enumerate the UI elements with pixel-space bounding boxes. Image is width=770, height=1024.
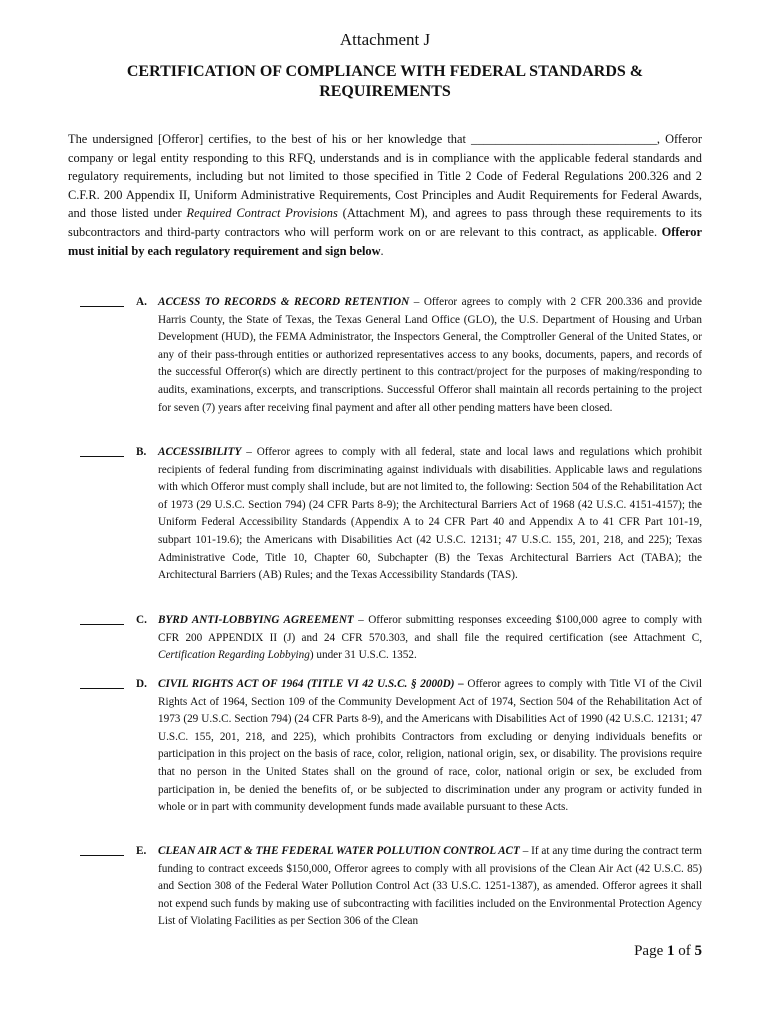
item-text: – If at any time during the contract term funding to contract exceeds $150,000, Offeror agrees to comply with all provisions of the Clean Air Act (42 U.S.C. 85) and Section 308 of the Federal Water Pollution Control Act (33 U.S.C. 1251-1387), as amended. Offeror agrees it shall not expend such funds by making use of subcontracting with facilities included on the Environmental Protection Agency List of Violating Facilities as per Section 306 of the Clean xyxy=(158,845,702,928)
page-total: 5 xyxy=(694,943,702,959)
item-letter: A. xyxy=(136,296,147,308)
item-heading: ACCESSIBILITY xyxy=(158,446,242,458)
item-italic: Certification Regarding Lobbying xyxy=(158,649,310,662)
item-letter: E. xyxy=(136,845,147,857)
document-title xyxy=(70,62,700,102)
intro-italic: Required Contract Provisions xyxy=(186,206,338,221)
page-label: Page xyxy=(634,943,667,959)
initial-line-c[interactable] xyxy=(80,624,124,625)
item-heading: BYRD ANTI-LOBBYING AGREEMENT xyxy=(158,614,354,626)
item-body xyxy=(158,294,702,417)
page-number xyxy=(634,943,702,960)
title-line-1: CERTIFICATION OF COMPLIANCE WITH FEDERAL STANDARDS & xyxy=(126,63,644,80)
item-text: Offeror agrees to comply with Title VI of the Civil Rights Act of 1964, Section 109 of the Community Development Act of 1974, Section 504 of the Rehabilitation Act of 1973 (29 U.S.C. Section 794) (24 CFR Parts 8-9), and the Americans with Disabilities Act of 1990 (42 U.S.C. 12131; 47 U.S.C. 155, 201, 218, and 225), which prohibits Contractors from excluding or denying individuals benefits or participation in this project on the basis of race, color, religion, national origin, sex, or disability. The provisions require that no person in the United States shall on the ground of race, color, national origin or sex, be excluded from participation in, be denied the benefits of, or be subjected to discrimination under any program or activity funded in whole or in part with community development funds made available pursuant to these Acts. xyxy=(158,678,702,814)
item-text: – Offeror submitting responses exceeding $100,000 agree to comply with CFR 200 APPENDIX II (J) and 24 CFR 570.303, and shall file the required certification (see Attachment C, xyxy=(158,614,702,644)
intro-paragraph xyxy=(68,130,702,260)
item-letter: B. xyxy=(136,446,147,458)
intro-end: . xyxy=(380,243,384,258)
initial-line-e[interactable] xyxy=(80,855,124,856)
item-letter: D. xyxy=(136,678,147,690)
item-text-2: ) under 31 U.S.C. 1352. xyxy=(309,649,417,662)
item-body xyxy=(158,843,702,931)
item-text: – Offeror agrees to comply with 2 CFR 200.336 and provide Harris County, the State of Texas, the Texas General Land Office (GLO), the U.S. Department of Housing and Urban Development (HUD), the FEMA Administrator, the Inspectors General, the Comptroller General of the United States, or any of their pass-through entities or authorized representatives access to any books, documents, papers, and records of the successful Offeror(s) which are directly pertinent to this contract/project for the purposes of making/responding to audits, examinations, excerpts, and transcriptions. Successful Offeror shall maintain all records pertaining to the project for seven (7) years after receiving final payment and after all other pending matters have been closed. xyxy=(158,296,702,414)
initial-line-d[interactable] xyxy=(80,688,124,689)
page-of-label: of xyxy=(674,943,695,959)
item-text: – Offeror agrees to comply with all federal, state and local laws and regulations which prohibit recipients of federal funding from discriminating against individuals with disabilities. Applicable laws and regulations with which Offeror must comply shall include, but are not limited to, the following: Section 504 of the Rehabilitation Act of 1973 (29 U.S.C. Section 794) (24 CFR Parts 8-9); the Architectural Barriers Act of 1968 (42 U.S.C. 4151-4157); the Uniform Federal Accessibility Standards (Appendix A to 24 CFR Part 40 and Appendix A to 41 CFR Part 101-19, subpart 101-19.6); the Americans with Disabilities Act (42 U.S.C. 12131; 47 U.S.C. 155, 201, 218, and 225); Texas Administrative Code, Title 10, Chapter 60, Subchapter (B) the Texas Architectural Barriers Act (TABA); the Architectural Barriers (AB) Rules; and the Texas Accessibility Standards (TAS). xyxy=(158,446,702,582)
title-line-2: REQUIREMENTS xyxy=(319,83,451,100)
attachment-label: Attachment J xyxy=(339,30,431,49)
item-heading: ACCESS TO RECORDS & RECORD RETENTION xyxy=(158,296,410,308)
item-heading: CLEAN AIR ACT & THE FEDERAL WATER POLLUTION CONTROL ACT xyxy=(158,845,520,857)
item-letter: C. xyxy=(136,614,147,626)
intro-text-2: (Attachment M), and agrees to pass through these requirements to its subcontractors and third-party contractors who will perform work on or are relevant to this contract, as applicable. xyxy=(68,206,702,239)
initial-line-b[interactable] xyxy=(80,456,124,457)
item-body xyxy=(158,676,702,817)
initial-line-a[interactable] xyxy=(80,306,124,307)
page-current: 1 xyxy=(667,943,675,959)
item-body xyxy=(158,444,702,585)
item-body xyxy=(158,612,702,665)
intro-instruction: Offeror must initial by each regulatory requirement and sign below xyxy=(68,224,702,258)
intro-text: The undersigned [Offeror] certifies, to the best of his or her knowledge that ______________________________, Offeror company or legal entity responding to this RFQ, understands and is in compliance with the applicable federal standards and regulatory requirements, including but not limited to those specified in Title 2 Code of Federal Regulations 200.326 and 2 C.F.R. 200 Appendix II, Uniform Administrative Requirements, Cost Principles and Audit Requirements for Federal Awards, and those listed under xyxy=(68,132,702,221)
item-heading: CIVIL RIGHTS ACT OF 1964 (TITLE VI 42 U.S.C. § 2000D) – xyxy=(158,678,464,690)
